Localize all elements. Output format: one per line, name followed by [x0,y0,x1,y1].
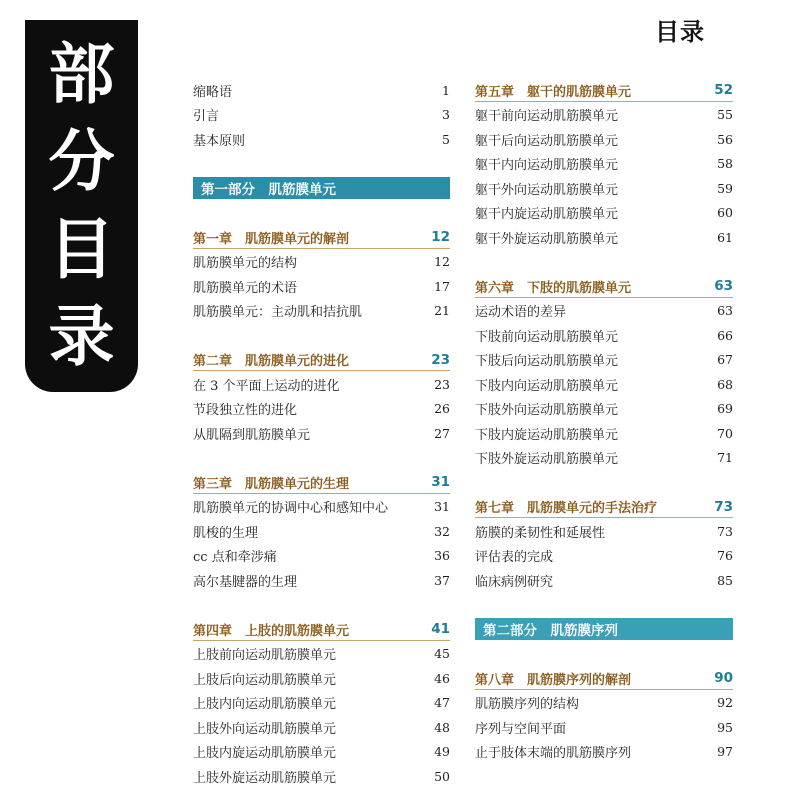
toc-entry[interactable] [193,421,450,446]
toc-entry[interactable] [193,372,450,397]
toc-entry-page: 55 [717,107,733,123]
toc-entry-page: 73 [717,523,733,539]
chapter-heading-title: 第三章 肌筋膜单元的生理 [193,476,350,492]
chapter-heading[interactable] [475,78,733,103]
toc-entry-title: 躯干前向运动肌筋膜单元 [475,109,619,125]
chapter-rule [193,370,450,371]
toc-entry[interactable] [193,740,450,765]
toc-entry-page: 58 [717,156,733,172]
chapter-heading-page: 52 [714,82,733,99]
toc-entry[interactable] [193,250,450,275]
part-banner[interactable]: 第一部分 肌筋膜单元 [193,177,450,199]
toc-entry-page: 1 [442,82,450,98]
toc-entry[interactable] [193,642,450,667]
toc-entry-title: 上肢外向运动肌筋膜单元 [193,721,337,737]
chapter-heading[interactable] [193,348,450,373]
toc-entry-title: 肌筋膜单元的协调中心和感知中心 [193,501,389,517]
toc-entry-title: 下肢前向运动肌筋膜单元 [475,329,619,345]
toc-entry-title: 在 3 个平面上运动的进化 [193,378,340,394]
side-label-char: 分 [48,123,115,201]
chapter-heading[interactable] [475,666,733,691]
toc-entry[interactable] [475,348,733,373]
toc-entry-page: 3 [442,107,450,123]
toc-entry-title: 止于肢体末端的肌筋膜序列 [475,746,632,762]
toc-entry[interactable] [475,715,733,740]
toc-entry-page: 56 [717,131,733,147]
toc-entry[interactable] [475,299,733,324]
toc-entry-title: 肌筋膜单元的结构 [193,256,298,272]
toc-entry-title: 引言 [193,109,220,125]
toc-entry-page: 46 [434,670,450,686]
toc-entry-page: 26 [434,401,450,417]
toc-entry-title: 临床病例研究 [475,574,554,590]
toc-entry[interactable] [193,299,450,324]
toc-entry-title: 躯干外旋运动肌筋膜单元 [475,231,619,247]
toc-entry-title: 躯干后向运动肌筋膜单元 [475,133,619,149]
toc-entry-page: 12 [434,254,450,270]
toc-entry[interactable] [193,544,450,569]
toc-entry-page: 92 [717,695,733,711]
toc-entry[interactable] [475,225,733,250]
toc-entry-page: 47 [434,695,450,711]
toc-entry-title: 肌筋膜单元：主动肌和拮抗肌 [193,305,363,321]
toc-entry[interactable] [475,372,733,397]
chapter-heading-page: 90 [714,670,733,687]
spacer [475,593,733,618]
toc-entry-title: 上肢内旋运动肌筋膜单元 [193,746,337,762]
toc-entry-title: 下肢内旋运动肌筋膜单元 [475,427,619,443]
toc-entry-title: 上肢后向运动肌筋膜单元 [193,672,337,688]
part-banner[interactable]: 第二部分 肌筋膜序列 [475,618,733,640]
chapter-heading[interactable] [475,495,733,520]
chapter-heading-page: 63 [714,278,733,295]
toc-entry-title: 上肢外旋运动肌筋膜单元 [193,770,337,786]
spacer [193,593,450,618]
toc-entry[interactable] [475,397,733,422]
chapter-heading[interactable] [193,617,450,642]
toc-left-column [193,78,450,789]
chapter-heading-page: 73 [714,498,733,515]
chapter-heading-title: 第六章 下肢的肌筋膜单元 [475,280,632,296]
toc-entry[interactable] [193,78,450,103]
toc-entry-page: 21 [434,303,450,319]
toc-entry-title: 肌筋膜单元的术语 [193,280,298,296]
toc-entry[interactable] [475,519,733,544]
spacer [193,152,450,177]
toc-entry-title: 缩略语 [193,84,233,100]
toc-entry[interactable] [193,495,450,520]
toc-entry-page: 37 [434,572,450,588]
toc-entry-page: 70 [717,425,733,441]
toc-entry-page: 68 [717,376,733,392]
toc-entry[interactable] [193,691,450,716]
toc-entry-page: 27 [434,425,450,441]
toc-entry-title: 评估表的完成 [475,550,554,566]
toc-entry-page: 60 [717,205,733,221]
toc-entry-title: 肌梭的生理 [193,525,259,541]
toc-entry-title: 躯干内旋运动肌筋膜单元 [475,207,619,223]
chapter-heading-title: 第一章 肌筋膜单元的解剖 [193,231,350,247]
toc-entry-page: 95 [717,719,733,735]
toc-entry-page: 67 [717,352,733,368]
toc-entry-title: cc 点和牵涉痛 [193,550,277,566]
chapter-heading-title: 第二章 肌筋膜单元的进化 [193,354,350,370]
toc-entry[interactable] [475,446,733,471]
toc-entry-page: 76 [717,548,733,564]
toc-entry-page: 66 [717,327,733,343]
toc-entry-title: 从肌隔到肌筋膜单元 [193,427,311,443]
toc-entry[interactable] [193,397,450,422]
toc-entry[interactable] [475,176,733,201]
toc-entry[interactable] [193,127,450,152]
chapter-rule [193,248,450,249]
toc-entry[interactable] [193,666,450,691]
chapter-rule [475,517,733,518]
page-title: 目录 [655,18,705,46]
chapter-heading-page: 31 [431,474,450,491]
chapter-heading[interactable] [475,274,733,299]
toc-entry[interactable] [193,274,450,299]
toc-entry-page: 63 [717,303,733,319]
chapter-rule [475,297,733,298]
spacer [193,446,450,471]
spacer [475,470,733,495]
toc-entry-title: 下肢外向运动肌筋膜单元 [475,403,619,419]
toc-entry-page: 59 [717,180,733,196]
toc-entry-page: 36 [434,548,450,564]
toc-entry-page: 48 [434,719,450,735]
toc-entry[interactable] [475,568,733,593]
toc-entry-page: 50 [434,768,450,784]
toc-entry[interactable] [475,152,733,177]
toc-entry-page: 69 [717,401,733,417]
side-label-char: 录 [48,298,115,376]
toc-entry-title: 高尔基腱器的生理 [193,574,298,590]
spacer [193,323,450,348]
toc-entry-page: 31 [434,499,450,515]
chapter-heading-title: 第五章 躯干的肌筋膜单元 [475,84,632,100]
chapter-heading-title: 第七章 肌筋膜单元的手法治疗 [475,501,658,517]
toc-entry-page: 85 [717,572,733,588]
chapter-heading-page: 41 [431,621,450,638]
toc-entry[interactable] [475,421,733,446]
toc-entry-page: 17 [434,278,450,294]
toc-entry[interactable] [193,103,450,128]
chapter-rule [475,689,733,690]
side-label-char: 目 [48,210,115,288]
toc-entry-page: 23 [434,376,450,392]
toc-entry[interactable] [475,691,733,716]
toc-entry-title: 肌筋膜序列的结构 [475,697,580,713]
chapter-heading-page: 23 [431,351,450,368]
toc-entry-title: 躯干外向运动肌筋膜单元 [475,182,619,198]
toc-entry-page: 49 [434,744,450,760]
toc-entry-page: 97 [717,744,733,760]
toc-entry-title: 上肢内向运动肌筋膜单元 [193,697,337,713]
side-label-char: 部 [48,35,115,113]
toc-entry[interactable] [475,323,733,348]
toc-entry[interactable] [193,715,450,740]
toc-right-column [475,78,733,764]
toc-entry-page: 32 [434,523,450,539]
toc-entry-title: 上肢前向运动肌筋膜单元 [193,648,337,664]
toc-entry[interactable] [475,201,733,226]
spacer [475,642,733,667]
toc-entry-title: 序列与空间平面 [475,721,567,737]
toc-entry[interactable] [193,568,450,593]
chapter-heading[interactable] [193,225,450,250]
toc-entry[interactable] [475,544,733,569]
spacer [475,250,733,275]
chapter-heading-title: 第八章 肌筋膜序列的解剖 [475,672,632,688]
toc-entry-title: 基本原则 [193,133,246,149]
toc-entry-page: 61 [717,229,733,245]
toc-entry-title: 下肢后向运动肌筋膜单元 [475,354,619,370]
toc-entry-title: 节段独立性的进化 [193,403,298,419]
chapter-heading-page: 12 [431,229,450,246]
chapter-rule [475,101,733,102]
toc-entry[interactable] [475,103,733,128]
toc-entry[interactable] [475,127,733,152]
side-label-banner [25,20,138,392]
toc-entry-page: 5 [442,131,450,147]
toc-entry-title: 运动术语的差异 [475,305,567,321]
toc-entry-title: 下肢外旋运动肌筋膜单元 [475,452,619,468]
toc-entry[interactable] [475,740,733,765]
toc-entry-title: 躯干内向运动肌筋膜单元 [475,158,619,174]
toc-entry-page: 71 [717,450,733,466]
chapter-heading-title: 第四章 上肢的肌筋膜单元 [193,623,350,639]
toc-entry[interactable] [193,764,450,789]
chapter-rule [193,493,450,494]
chapter-rule [193,640,450,641]
toc-entry-page: 45 [434,646,450,662]
toc-entry-title: 下肢内向运动肌筋膜单元 [475,378,619,394]
spacer [193,201,450,226]
chapter-heading[interactable] [193,470,450,495]
toc-entry[interactable] [193,519,450,544]
toc-entry-title: 筋膜的柔韧性和延展性 [475,525,606,541]
